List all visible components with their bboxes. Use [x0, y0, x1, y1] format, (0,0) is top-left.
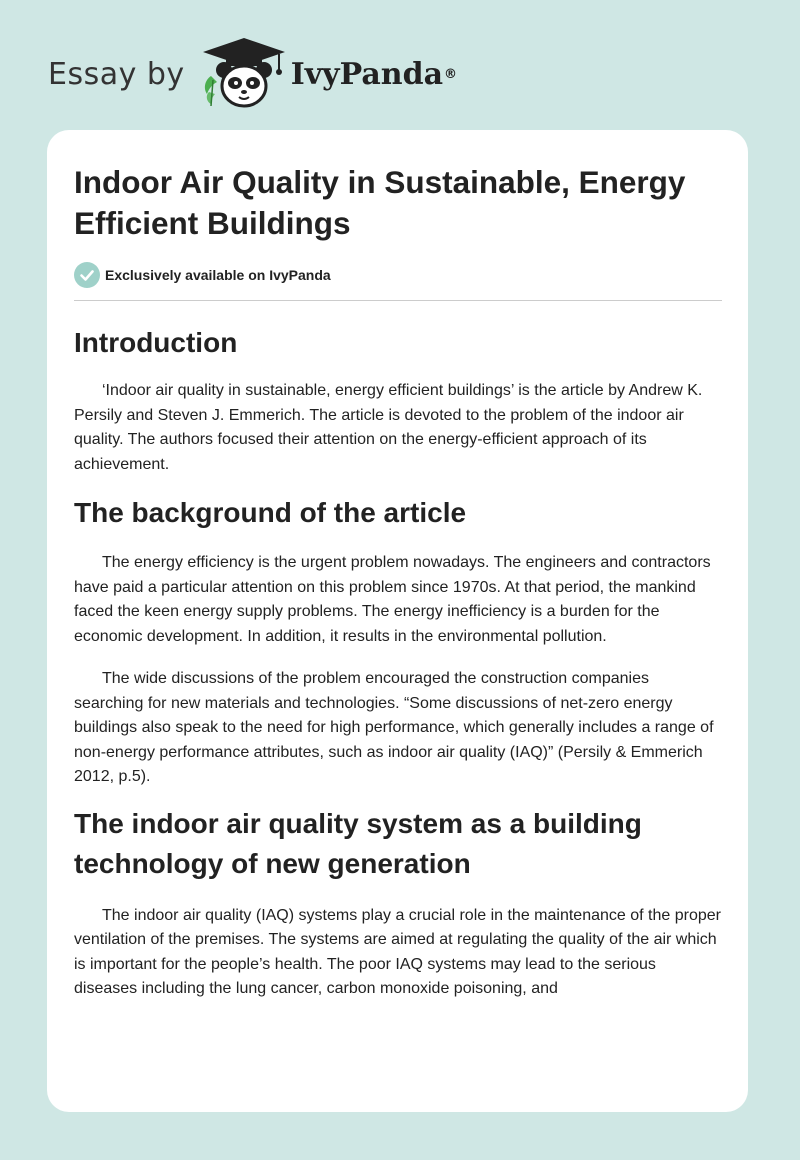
panda-graduate-logo-icon — [199, 36, 289, 112]
paragraph: ‘Indoor air quality in sustainable, energy efficient buildings’ is the article by Andrew K. Persily and Steven J. Emmerich. The article is devoted to the problem of the indoor air quality. The authors focused their attention on the energy-efficient approach of its achievement. — [74, 382, 703, 473]
registered-mark: ® — [444, 66, 458, 82]
page-title: Indoor Air Quality in Sustainable, Energy Efficient Buildings — [74, 164, 686, 241]
exclusive-badge — [74, 262, 722, 301]
check-circle-icon — [74, 262, 100, 288]
brand-header[interactable] — [48, 36, 457, 112]
section-heading-introduction: Introduction — [74, 327, 238, 358]
paragraph: The energy efficiency is the urgent problem nowadays. The engineers and contractors have paid a particular attention on this problem since 1970s. At that period, the mankind faced the keen energy supply problems. The energy inefficiency is a burden for the economic development. In addition, it results in the environmental pollution. — [74, 554, 711, 645]
section-heading-background: The background of the article — [74, 497, 467, 528]
brand-name: IvyPanda — [290, 56, 444, 92]
section-heading-iaq-system: The indoor air quality system as a building technology of new generation — [74, 807, 642, 879]
essay-card — [47, 130, 748, 1112]
ivy-leaf-icon — [205, 76, 217, 106]
brand-prefix: Essay by — [48, 56, 185, 92]
paragraph: The indoor air quality (IAQ) systems play a crucial role in the maintenance of the proper ventilation of the premises. The systems are aimed at regulating the quality of the air which is important for the people’s health. The poor IAQ systems may lead to the serious diseases including the lung cancer, carbon monoxide poisoning, and — [74, 906, 721, 997]
paragraph: The wide discussions of the problem encouraged the construction companies searching for new materials and technologies. “Some discussions of net-zero energy buildings also speak to the need for high performance, which generally includes a range of non-energy performance attributes, such as indoor air quality (IAQ)” (Persily & Emmerich 2012, p.5). — [74, 670, 714, 785]
exclusive-badge-text: Exclusively available on IvyPanda — [105, 267, 331, 283]
